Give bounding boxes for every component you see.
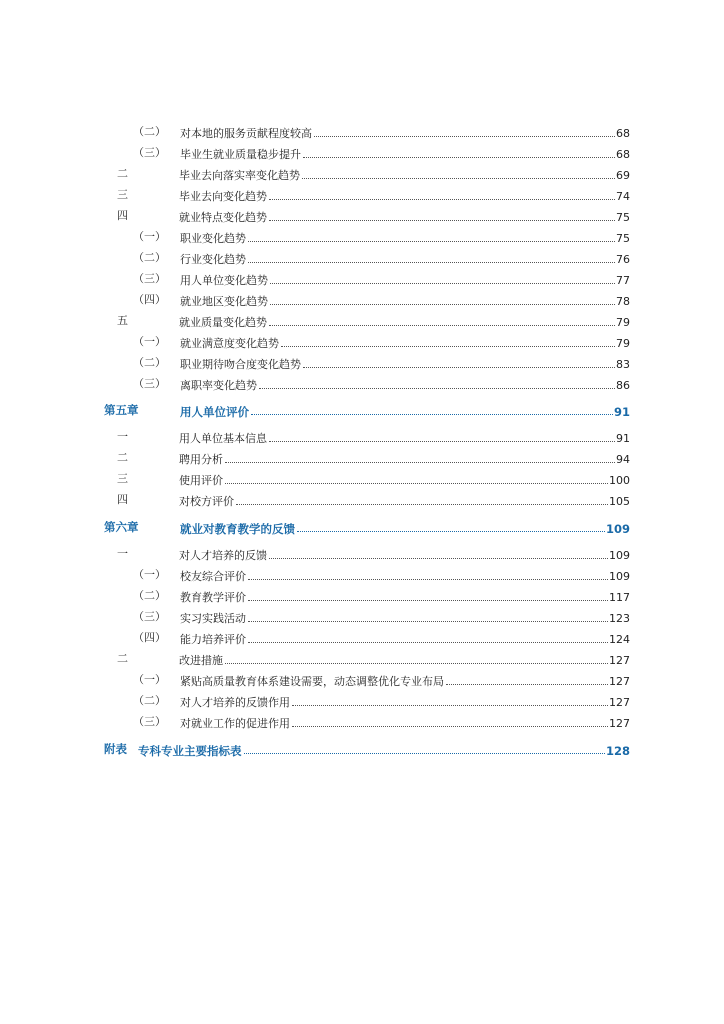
toc-entry-number: 第五章 (104, 403, 139, 417)
toc-entry-number: （一） (133, 230, 166, 243)
toc-page-number: 76 (616, 253, 630, 266)
toc-entry-title: 行业变化趋势 (180, 253, 246, 266)
toc-dot-leader (446, 684, 608, 685)
toc-entry-row[interactable] (117, 449, 630, 467)
toc-dot-leader (244, 753, 605, 754)
toc-entry-row[interactable] (133, 333, 630, 351)
toc-entry-number: 三 (117, 188, 128, 201)
toc-entry-title: 校友综合评价 (180, 570, 246, 583)
toc-dot-leader (292, 726, 608, 727)
toc-entry-title: 对人才培养的反馈 (179, 549, 267, 562)
toc-dot-leader (269, 220, 615, 221)
toc-page-number: 83 (616, 358, 630, 371)
toc-entry-number: （二） (133, 589, 166, 602)
toc-entry-title: 就业特点变化趋势 (179, 211, 267, 224)
toc-entry-row[interactable] (133, 608, 630, 626)
toc-entry-number: （四） (133, 631, 166, 644)
toc-page-number: 109 (609, 549, 630, 562)
toc-page-number: 91 (616, 432, 630, 445)
toc-entry-row[interactable] (133, 587, 630, 605)
toc-page-number: 78 (616, 295, 630, 308)
toc-entry-row[interactable] (117, 312, 630, 330)
toc-entry-title: 就业地区变化趋势 (180, 295, 268, 308)
toc-dot-leader (314, 136, 615, 137)
toc-entry-row[interactable] (117, 207, 630, 225)
toc-page-number: 127 (609, 675, 630, 688)
toc-dot-leader (269, 558, 608, 559)
toc-dot-leader (269, 441, 615, 442)
toc-entry-row[interactable] (133, 354, 630, 372)
toc-entry-number: （三） (133, 377, 166, 390)
toc-dot-leader (281, 346, 615, 347)
toc-page-number: 69 (616, 169, 630, 182)
toc-entry-title: 职业期待吻合度变化趋势 (180, 358, 301, 371)
toc-dot-leader (303, 157, 615, 158)
toc-dot-leader (225, 462, 615, 463)
toc-entry-title: 毕业生就业质量稳步提升 (180, 148, 301, 161)
toc-entry-row[interactable] (133, 144, 630, 162)
toc-entry-row[interactable] (117, 650, 630, 668)
toc-dot-leader (297, 531, 605, 532)
toc-page-number: 127 (609, 717, 630, 730)
toc-chapter-row[interactable] (104, 740, 630, 758)
toc-entry-title: 毕业去向变化趋势 (179, 190, 267, 203)
toc-entry-number: （二） (133, 251, 166, 264)
toc-page-number: 94 (616, 453, 630, 466)
toc-entry-row[interactable] (117, 428, 630, 446)
toc-page-number: 124 (609, 633, 630, 646)
toc-entry-number: 三 (117, 472, 128, 485)
toc-page-number: 79 (616, 337, 630, 350)
toc-entry-title: 就业满意度变化趋势 (180, 337, 279, 350)
toc-page-number: 86 (616, 379, 630, 392)
toc-entry-row[interactable] (133, 671, 630, 689)
toc-entry-title: 用人单位基本信息 (179, 432, 267, 445)
toc-entry-number: （一） (133, 335, 166, 348)
toc-entry-title: 实习实践活动 (180, 612, 246, 625)
toc-dot-leader (302, 178, 615, 179)
toc-entry-number: （二） (133, 694, 166, 707)
toc-entry-row[interactable] (133, 270, 630, 288)
toc-dot-leader (292, 705, 608, 706)
toc-entry-number: 一 (117, 430, 128, 443)
toc-entry-row[interactable] (133, 629, 630, 647)
toc-page-number: 117 (609, 591, 630, 604)
toc-entry-title: 对人才培养的反馈作用 (180, 696, 290, 709)
toc-entry-title: 对校方评价 (179, 495, 234, 508)
toc-entry-title: 职业变化趋势 (180, 232, 246, 245)
toc-entry-number: （四） (133, 293, 166, 306)
toc-page-number: 100 (609, 474, 630, 487)
toc-entry-title: 对就业工作的促进作用 (180, 717, 290, 730)
toc-entry-title: 教育教学评价 (180, 591, 246, 604)
toc-dot-leader (248, 600, 608, 601)
toc-entry-row[interactable] (133, 566, 630, 584)
toc-entry-title: 改进措施 (179, 654, 223, 667)
toc-entry-row[interactable] (117, 165, 630, 183)
toc-entry-row[interactable] (133, 713, 630, 731)
toc-entry-title: 毕业去向落实率变化趋势 (179, 169, 300, 182)
toc-entry-title: 聘用分析 (179, 453, 223, 466)
toc-chapter-row[interactable] (104, 518, 630, 536)
toc-dot-leader (248, 241, 615, 242)
toc-entry-title: 能力培养评价 (180, 633, 246, 646)
toc-page-number: 105 (609, 495, 630, 508)
toc-entry-number: 四 (117, 493, 128, 506)
toc-entry-row[interactable] (133, 249, 630, 267)
toc-entry-number: 第六章 (104, 520, 139, 534)
toc-entry-row[interactable] (133, 228, 630, 246)
toc-dot-leader (269, 325, 615, 326)
toc-entry-title: 用人单位评价 (180, 405, 249, 419)
toc-entry-number: 二 (117, 167, 128, 180)
toc-entry-number: 四 (117, 209, 128, 222)
toc-entry-number: （一） (133, 568, 166, 581)
toc-entry-title: 离职率变化趋势 (180, 379, 257, 392)
toc-entry-row[interactable] (117, 545, 630, 563)
toc-entry-number: 附表 (104, 742, 127, 756)
toc-page-number: 127 (609, 696, 630, 709)
toc-page-number: 128 (605, 744, 630, 758)
toc-dot-leader (303, 367, 615, 368)
toc-entry-row[interactable] (133, 291, 630, 309)
toc-dot-leader (251, 414, 613, 415)
toc-dot-leader (270, 304, 615, 305)
toc-entry-row[interactable] (133, 692, 630, 710)
toc-page-number: 109 (609, 570, 630, 583)
toc-entry-title: 使用评价 (179, 474, 223, 487)
toc-entry-number: 二 (117, 451, 128, 464)
toc-chapter-row[interactable] (104, 401, 630, 419)
toc-dot-leader (270, 283, 615, 284)
toc-page-number: 79 (616, 316, 630, 329)
toc-entry-number: （二） (133, 125, 166, 138)
toc-entry-number: （三） (133, 146, 166, 159)
toc-entry-number: （二） (133, 356, 166, 369)
toc-dot-leader (259, 388, 615, 389)
toc-dot-leader (269, 199, 615, 200)
toc-entry-row[interactable] (117, 470, 630, 488)
toc-page-number: 123 (609, 612, 630, 625)
toc-page-number: 91 (613, 405, 630, 419)
toc-dot-leader (236, 504, 608, 505)
toc-dot-leader (225, 483, 608, 484)
toc-entry-row[interactable] (133, 375, 630, 393)
toc-page-number: 68 (616, 127, 630, 140)
toc-entry-title: 紧贴高质量教育体系建设需要，动态调整优化专业布局 (180, 675, 444, 688)
toc-entry-title: 对本地的服务贡献程度较高 (180, 127, 312, 140)
toc-entry-number: （一） (133, 673, 166, 686)
toc-page-number: 127 (609, 654, 630, 667)
toc-dot-leader (248, 579, 608, 580)
toc-entry-title: 就业对教育教学的反馈 (180, 522, 295, 536)
toc-entry-row[interactable] (133, 123, 630, 141)
toc-page-number: 68 (616, 148, 630, 161)
toc-entry-number: 一 (117, 547, 128, 560)
toc-dot-leader (248, 262, 615, 263)
toc-entry-number: 二 (117, 652, 128, 665)
toc-entry-row[interactable] (117, 186, 630, 204)
toc-entry-title: 就业质量变化趋势 (179, 316, 267, 329)
toc-dot-leader (248, 642, 608, 643)
toc-entry-number: （三） (133, 715, 166, 728)
toc-entry-number: （三） (133, 272, 166, 285)
toc-entry-title: 专科专业主要指标表 (138, 744, 242, 758)
toc-entry-title: 用人单位变化趋势 (180, 274, 268, 287)
toc-dot-leader (225, 663, 608, 664)
toc-page-number: 75 (616, 211, 630, 224)
toc-page-number: 109 (605, 522, 630, 536)
toc-entry-number: 五 (117, 314, 128, 327)
toc-page-number: 77 (616, 274, 630, 287)
toc-page-number: 74 (616, 190, 630, 203)
toc-page-number: 75 (616, 232, 630, 245)
toc-entry-number: （三） (133, 610, 166, 623)
toc-dot-leader (248, 621, 608, 622)
toc-entry-row[interactable] (117, 491, 630, 509)
